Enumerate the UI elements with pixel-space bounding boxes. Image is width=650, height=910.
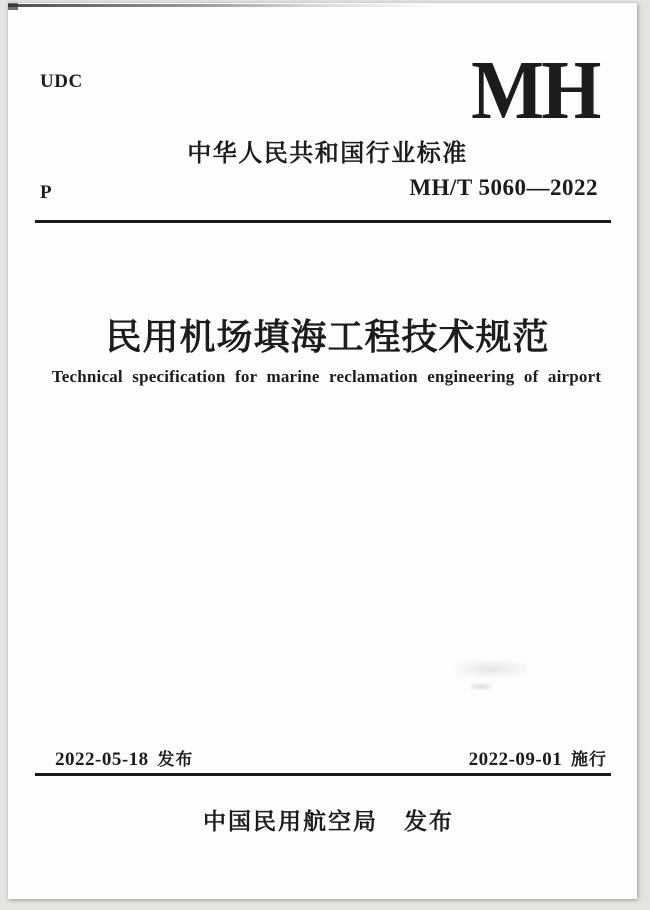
divider-top: [35, 220, 611, 223]
issue-date: [55, 745, 193, 771]
implement-date: [469, 745, 607, 771]
udc-label: UDC: [40, 71, 83, 92]
divider-bottom: [35, 773, 611, 776]
publisher-name: 中国民用航空局: [203, 808, 378, 834]
publisher-line: [8, 803, 637, 836]
mh-logo: MH: [471, 44, 599, 137]
classification-code: P: [40, 182, 52, 203]
implement-date-value: 2022-09-01: [468, 749, 563, 770]
scan-artifact-top-edge: [8, 4, 438, 7]
publisher-action-label: 发布: [404, 808, 454, 834]
standard-number: MH/T 5060—2022: [409, 175, 598, 200]
document-title-en: Technical specification for marine reclamation engineering of airport: [51, 367, 602, 386]
implement-date-label: 施行: [571, 750, 607, 769]
scan-smudge: [456, 661, 526, 677]
document-page: [8, 3, 637, 899]
issue-date-value: 2022-05-18: [55, 749, 149, 770]
date-row: [8, 745, 637, 771]
standard-category-title: 中华人民共和国行业标准: [187, 140, 468, 167]
document-title-cn: 民用机场填海工程技术规范: [105, 316, 550, 357]
scan-smudge-small: [470, 683, 492, 690]
issue-date-label: 发布: [157, 750, 194, 769]
